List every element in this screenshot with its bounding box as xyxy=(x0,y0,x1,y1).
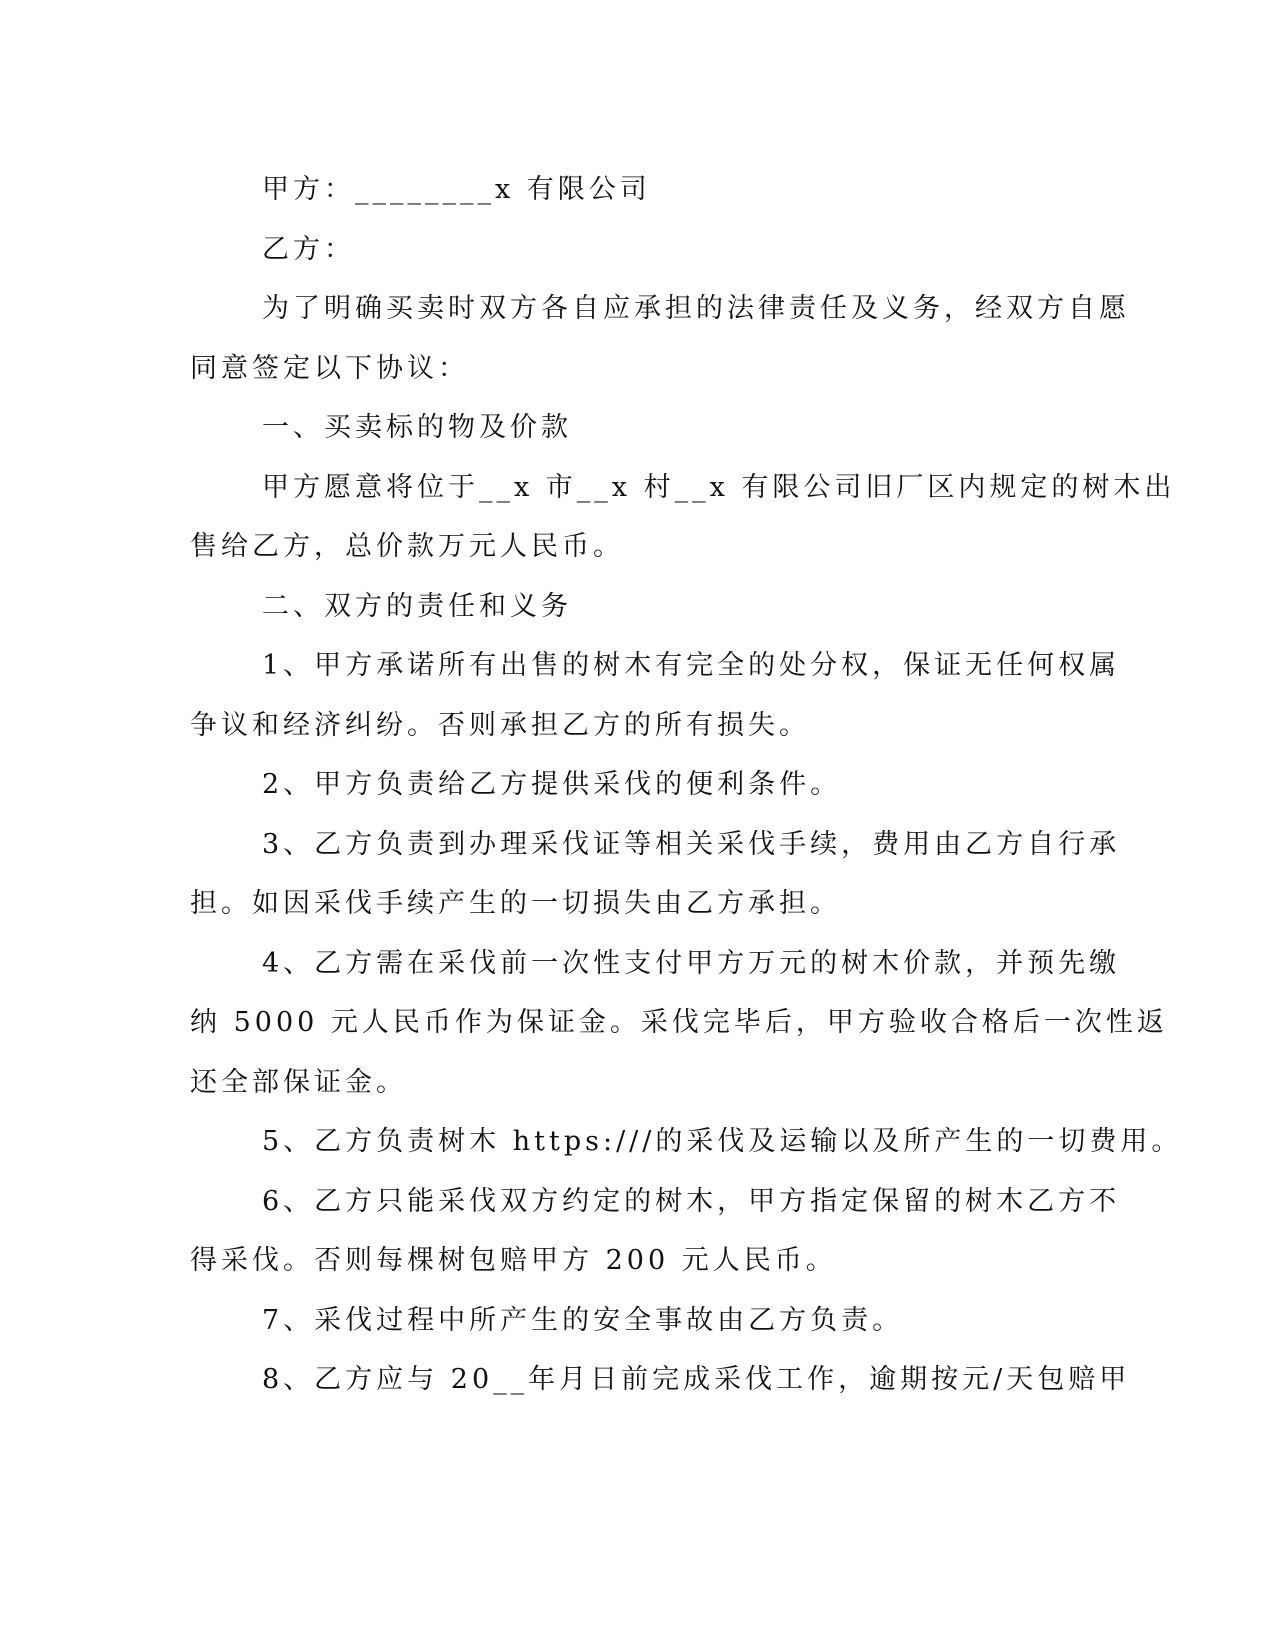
text-line: 乙方： xyxy=(262,233,355,265)
text-line: 8、乙方应与 20__年月日前完成采伐工作，逾期按元/天包赔甲 xyxy=(262,1364,1131,1395)
text-line: 3、乙方负责到办理采伐证等相关采伐手续，费用由乙方自行承 xyxy=(262,828,1121,860)
text-line: 一、买卖标的物及价款 xyxy=(262,412,572,443)
text-line: 5、乙方负责树木 https:///的采伐及运输以及所产生的一切费用。 xyxy=(262,1126,1183,1157)
text-line: 6、乙方只能采伐双方约定的树木，甲方指定保留的树木乙方不 xyxy=(262,1185,1121,1217)
text-line: 争议和经济纠纷。否则承担乙方的所有损失。 xyxy=(190,709,810,741)
text-line: 还全部保证金。 xyxy=(190,1066,407,1098)
text-line: 售给乙方，总价款万元人民币。 xyxy=(190,531,624,562)
text-line: 1、甲方承诺所有出售的树木有完全的处分权，保证无任何权属 xyxy=(262,650,1121,681)
text-line: 担。如因采伐手续产生的一切损失由乙方承担。 xyxy=(190,888,841,919)
text-line: 甲方愿意将位于__x 市__x 村__x 有限公司旧厂区内规定的树木出 xyxy=(262,471,1176,503)
text-line: 7、采伐过程中所产生的安全事故由乙方负责。 xyxy=(262,1304,904,1336)
text-line: 为了明确买卖时双方各自应承担的法律责任及义务，经双方自愿 xyxy=(262,293,1130,324)
document-body xyxy=(190,160,1183,1410)
text-line: 2、甲方负责给乙方提供采伐的便利条件。 xyxy=(262,769,842,800)
text-line: 二、双方的责任和义务 xyxy=(262,590,572,622)
text-line: 纳 5000 元人民币作为保证金。采伐完毕后，甲方验收合格后一次性返 xyxy=(190,1007,1168,1038)
text-line: 得采伐。否则每棵树包赔甲方 200 元人民币。 xyxy=(190,1245,837,1276)
text-line: 4、乙方需在采伐前一次性支付甲方万元的树木价款，并预先缴 xyxy=(262,947,1121,979)
text-line: 同意签定以下协议： xyxy=(190,352,469,384)
text-line: 甲方：________x 有限公司 xyxy=(262,174,651,205)
